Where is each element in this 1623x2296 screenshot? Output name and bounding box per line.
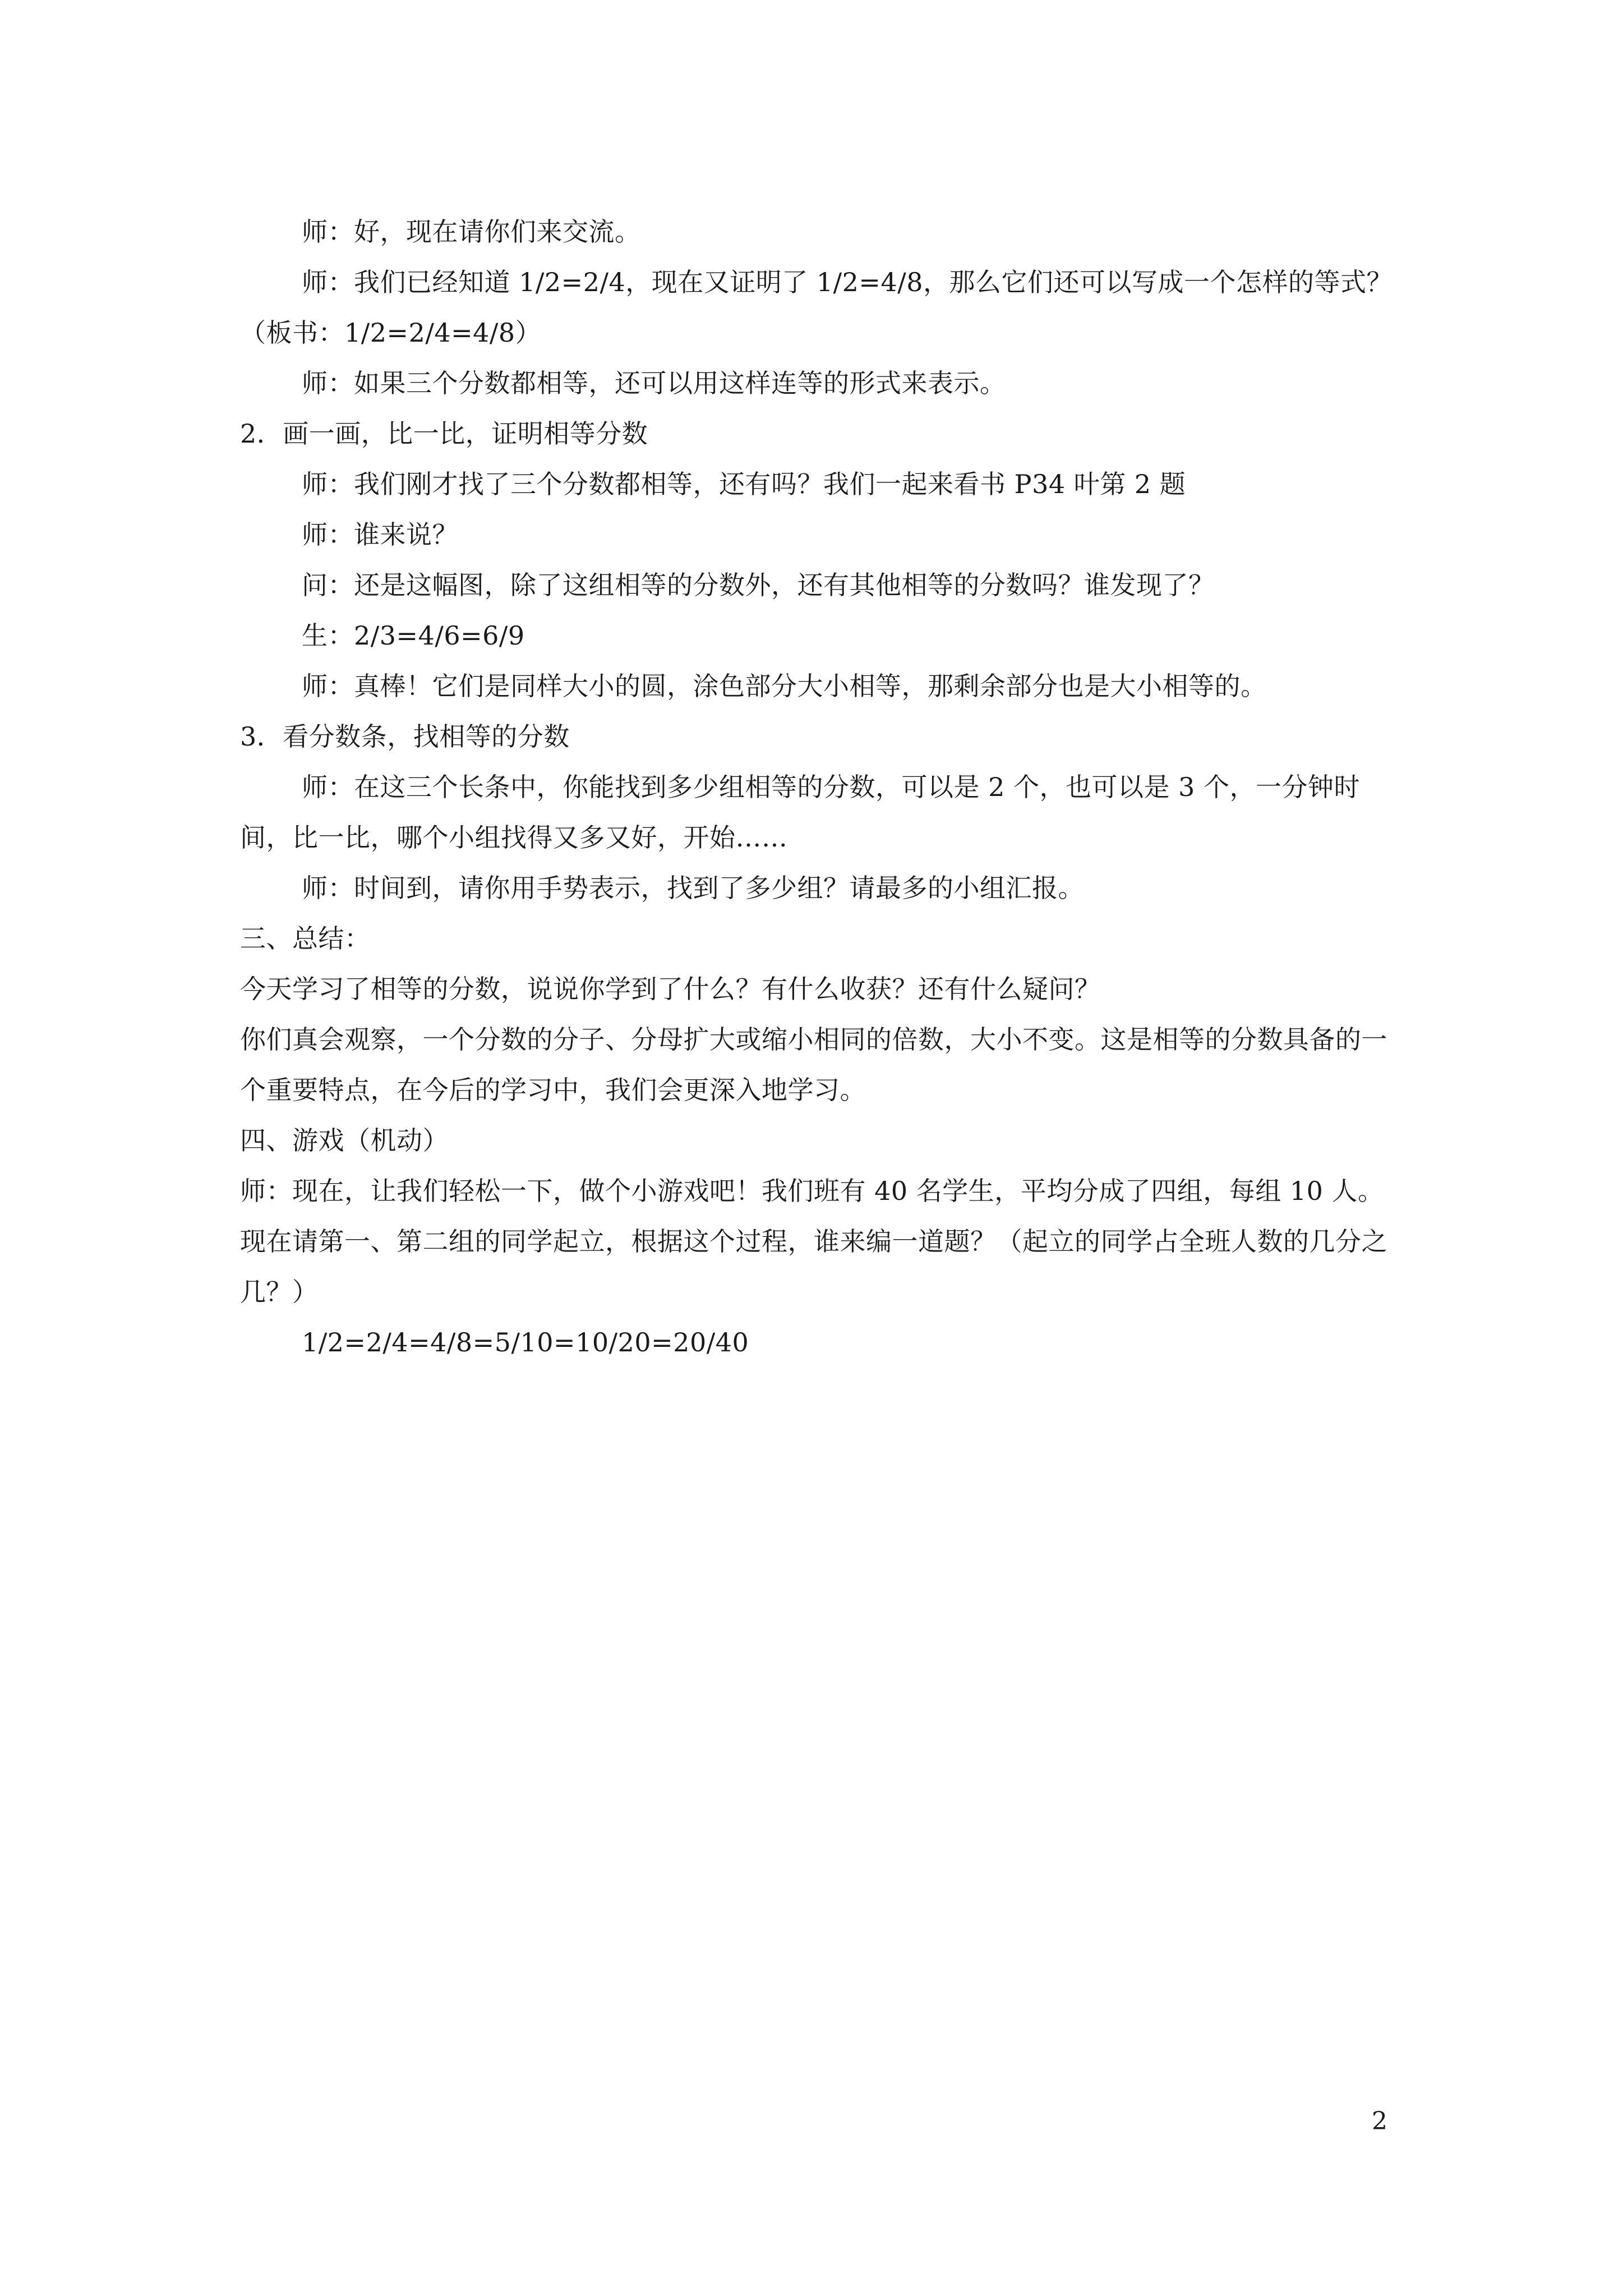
paragraph-3: 师：如果三个分数都相等，还可以用这样连等的形式来表示。 bbox=[302, 368, 1006, 398]
paragraph-6: 问：还是这幅图，除了这组相等的分数外，还有其他相等的分数吗？谁发现了？ bbox=[302, 570, 1215, 600]
paragraph-2: 师：我们已经知道 1/2=2/4，现在又证明了 1/2=4/8，那么它们还可以写成一个怎样的等式？（板书：1/2=2/4=4/8） bbox=[240, 267, 1393, 348]
paragraph-10: 师：时间到，请你用手势表示，找到了多少组？请最多的小组汇报。 bbox=[302, 873, 1084, 903]
document-body bbox=[240, 206, 1395, 1368]
paragraph-9: 师：在这三个长条中，你能找到多少组相等的分数，可以是 2 个，也可以是 3 个，一分钟时间，比一比，哪个小组找得又多又好，开始…… bbox=[240, 772, 1361, 853]
paragraph-5: 师：谁来说？ bbox=[302, 519, 458, 550]
section-heading-2: 2．画一画，比一比，证明相等分数 bbox=[240, 418, 648, 449]
paragraph-12: 你们真会观察，一个分数的分子、分母扩大或缩小相同的倍数，大小不变。这是相等的分数具备的一个重要特点，在今后的学习中，我们会更深入地学习。 bbox=[240, 1024, 1387, 1105]
page-number: 2 bbox=[1372, 2107, 1387, 2136]
paragraph-14: 1/2=2/4=4/8=5/10=10/20=20/40 bbox=[302, 1327, 749, 1358]
section-heading-3: 3．看分数条，找相等的分数 bbox=[240, 721, 570, 752]
paragraph-7: 生：2/3=4/6=6/9 bbox=[302, 620, 525, 651]
paragraph-11: 今天学习了相等的分数，说说你学到了什么？有什么收获？还有什么疑问？ bbox=[240, 974, 1101, 1004]
paragraph-8: 师：真棒！它们是同样大小的圆，涂色部分大小相等，那剩余部分也是大小相等的。 bbox=[302, 671, 1267, 701]
section-heading-summary: 三、总结： bbox=[240, 923, 371, 954]
paragraph-1: 师：好，现在请你们来交流。 bbox=[302, 217, 641, 247]
paragraph-4: 师：我们刚才找了三个分数都相等，还有吗？我们一起来看书 P34 叶第 2 题 bbox=[302, 469, 1186, 499]
paragraph-13: 师：现在，让我们轻松一下，做个小游戏吧！我们班有 40 名学生，平均分成了四组，每组 10 人。现在请第一、第二组的同学起立，根据这个过程，谁来编一道题？（起立的同学占全班人数的几分之几？） bbox=[240, 1176, 1387, 1307]
section-heading-game: 四、游戏（机动） bbox=[240, 1125, 449, 1156]
